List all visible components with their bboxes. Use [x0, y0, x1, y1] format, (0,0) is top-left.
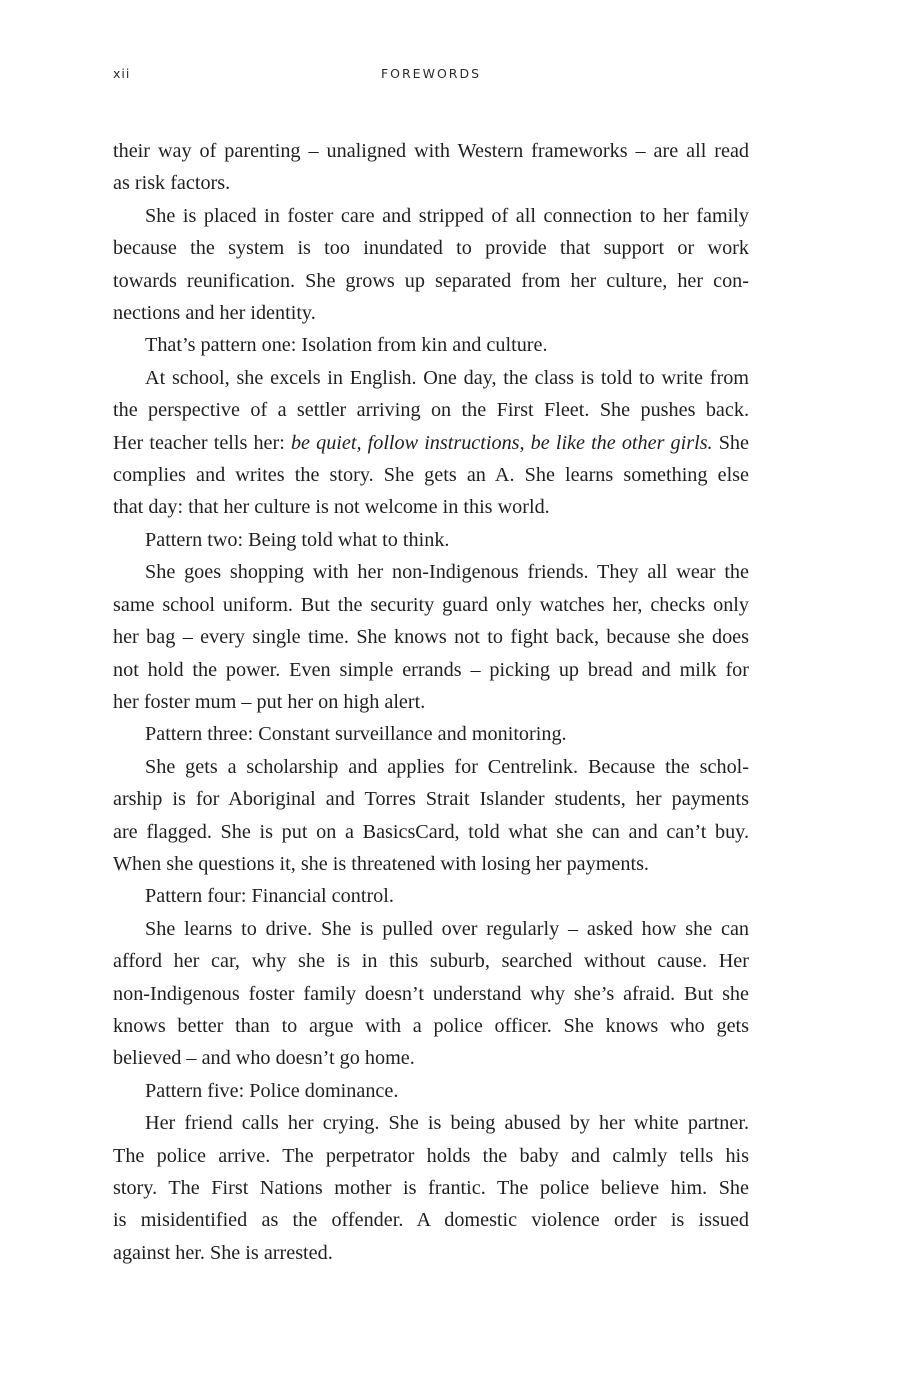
text-line: When she questions it, she is threatened with losing her payments.	[113, 852, 649, 875]
text-line: her foster mum – put her on high alert.	[113, 690, 426, 713]
paragraph-10	[113, 913, 749, 1075]
text-line: She goes shopping with her non-Indigenous friends. They all wear the	[145, 561, 749, 584]
text-line: story. The First Nations mother is frantic. The police believe him. She	[113, 1177, 749, 1199]
text-line: She is placed in foster care and stripped of all connection to her family	[145, 204, 749, 227]
text-line: towards reunification. She grows up separated from her culture, her con-	[113, 269, 749, 292]
page-number: xii	[113, 66, 131, 81]
text-line: Pattern five: Police dominance.	[145, 1079, 399, 1102]
body-text	[113, 135, 749, 1269]
paragraph-12	[113, 1107, 749, 1269]
paragraph-pattern-one	[113, 329, 749, 361]
text-line: not hold the power. Even simple errands – picking up bread and milk for	[113, 658, 749, 681]
text-line: their way of parenting – unaligned with Western frameworks – are all read	[113, 140, 749, 162]
paragraph-pattern-three	[113, 718, 749, 750]
text-line: knows better than to argue with a police officer. She knows who gets	[113, 1014, 749, 1037]
text-line-with-italic	[113, 427, 749, 459]
paragraph-pattern-five	[113, 1075, 749, 1107]
text-line: the perspective of a settler arriving on the First Fleet. She pushes back.	[113, 399, 749, 422]
text-line: because the system is too inundated to provide that support or work	[113, 237, 749, 260]
text-line: Pattern two: Being told what to think.	[145, 528, 450, 551]
paragraph-6	[113, 556, 749, 718]
text-line: against her. She is arrested.	[113, 1241, 333, 1264]
text-line: arship is for Aboriginal and Torres Strait Islander students, her payments	[113, 788, 749, 811]
text-line: Pattern four: Financial control.	[145, 885, 394, 908]
text-line: that day: that her culture is not welcome in this world.	[113, 496, 550, 519]
text-line: complies and writes the story. She gets an A. She learns something else	[113, 464, 749, 487]
text-line: as risk factors.	[113, 172, 231, 195]
text-line: Her friend calls her crying. She is being abused by her white partner.	[145, 1112, 749, 1135]
text-line: her bag – every single time. She knows not to fight back, because she does	[113, 626, 749, 649]
text-line: At school, she excels in English. One day, the class is told to write from	[145, 366, 749, 389]
paragraph-pattern-four	[113, 880, 749, 912]
text-line: She learns to drive. She is pulled over regularly – asked how she can	[145, 917, 749, 940]
paragraph-pattern-two	[113, 524, 749, 556]
text-segment: Her teacher tells her:	[113, 431, 291, 454]
text-line: non-Indigenous foster family doesn’t understand why she’s afraid. But she	[113, 982, 749, 1005]
text-line: That’s pattern one: Isolation from kin and culture.	[145, 334, 548, 357]
text-line: afford her car, why she is in this suburb, searched without cause. Her	[113, 950, 749, 973]
paragraph-4	[113, 362, 749, 524]
text-line: Pattern three: Constant surveillance and monitoring.	[145, 723, 567, 746]
text-line: The police arrive. The perpetrator holds the baby and calmly tells his	[113, 1144, 749, 1167]
paragraph-8	[113, 751, 749, 881]
text-line: are flagged. She is put on a BasicsCard, told what she can and can’t buy.	[113, 820, 749, 843]
paragraph-2	[113, 200, 749, 330]
italic-quote: be quiet, follow instructions, be like the other girls.	[290, 431, 713, 454]
text-line: same school uniform. But the security guard only watches her, checks only	[113, 593, 749, 616]
paragraph-1	[113, 135, 749, 200]
running-head	[113, 66, 749, 86]
text-line: believed – and who doesn’t go home.	[113, 1047, 415, 1070]
text-line: is misidentified as the offender. A domestic violence order is issued	[113, 1209, 749, 1232]
text-line: She gets a scholarship and applies for Centrelink. Because the schol-	[145, 755, 749, 778]
text-line: nections and her identity.	[113, 302, 316, 325]
text-segment: She	[712, 431, 749, 454]
section-title: FOREWORDS	[380, 66, 482, 81]
